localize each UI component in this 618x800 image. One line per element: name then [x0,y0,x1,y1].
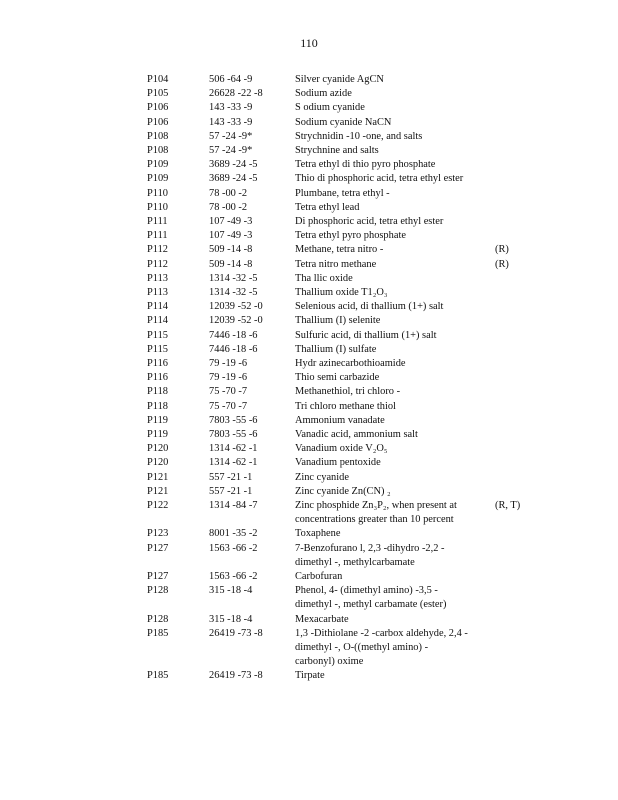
substance-name [295,201,359,215]
table-row [147,613,537,627]
substance-name [295,87,352,101]
cas-number: 1314 -32 -5 [209,287,258,298]
cas-number: 7446 -18 -6 [209,343,258,355]
waste-code: P108 [147,145,169,156]
cas-number: 315 -18 -4 [209,613,253,625]
waste-code: P121 [147,471,169,483]
substance-name [295,101,365,115]
substance-name-line: Strychnine and salts [295,145,379,156]
substance-name [295,400,396,414]
table-row [147,144,537,158]
table-row [147,471,537,485]
substance-name-line: Hydr azinecarbothioamide [295,358,406,369]
substance-name [295,73,384,87]
table-row [147,258,537,272]
table-row [147,172,537,186]
substance-name [295,116,391,130]
substance-name-line: carbonyl) oxime [295,656,364,668]
substance-name [295,300,443,314]
waste-code: P112 [147,244,168,256]
substance-name-line: Thallium (I) selenite [295,315,381,327]
table-row [147,201,537,215]
substance-name [295,442,387,456]
substance-name [295,158,435,172]
waste-code: P113 [147,272,168,284]
cas-number: 3689 -24 -5 [209,159,258,171]
substance-name [295,414,385,428]
substance-name [295,144,379,158]
substance-name [295,371,379,385]
substance-name [295,343,376,357]
cas-number: 1314 -84 -7 [209,500,258,511]
substance-name-line: 7-Benzofurano l, 2,3 -dihydro -2,2 - [295,542,445,554]
substance-name [295,215,443,229]
substance-name [295,272,353,286]
waste-code: P119 [147,429,168,440]
cas-number: 506 -64 -9 [209,74,253,85]
cas-number: 143 -33 -9 [209,116,253,128]
cas-number: 1314 -32 -5 [209,272,258,284]
waste-code: P109 [147,173,169,185]
table-row [147,400,537,414]
substance-name-line: Di phosphoric acid, tetra ethyl ester [295,216,444,227]
cas-number: 7446 -18 -6 [209,329,258,341]
waste-code: P127 [147,571,169,582]
substance-name-line: dimethyl -, methylcarbamate [295,556,415,568]
waste-code: P108 [147,130,169,142]
substance-name-line: Plumbane, tetra ethyl - [295,187,390,199]
cas-number: 143 -33 -9 [209,102,253,114]
substance-name-line: dimethyl -, O-((methyl amino) - [295,641,429,653]
waste-code: P109 [147,159,169,171]
waste-code: P120 [147,443,169,455]
cas-number: 557 -21 -1 [209,485,253,497]
table-row [147,343,537,357]
substance-name-line: concentrations greater than 10 percent [295,514,454,526]
cas-number: 57 -24 -9* [209,145,253,156]
cas-number: 26628 -22 -8 [209,88,263,100]
waste-code: P122 [147,500,169,511]
substance-name [295,286,387,300]
waste-code: P105 [147,88,169,100]
cas-number: 107 -49 -3 [209,230,253,242]
substance-name-line: Strychnidin -10 -one, and salts [295,130,423,142]
substance-name [295,627,468,670]
substance-name-line: Tetra ethyl pyro phosphate [295,230,406,242]
substance-name-line: S odium cyanide [295,102,365,114]
substance-name-line: dimethyl -, methyl carbamate (ester) [295,599,447,611]
substance-name [295,456,381,470]
substance-name [295,258,376,272]
waste-code: P128 [147,585,169,597]
cas-number: 3689 -24 -5 [209,173,258,185]
waste-code: P104 [147,74,169,85]
table-row [147,456,537,470]
substance-name [295,542,444,570]
substance-name-line: Thallium (I) sulfate [295,343,377,355]
substance-name-line: Sodium cyanide NaCN [295,116,392,128]
substance-name [295,428,418,442]
substance-name-line: Tetra ethyl lead [295,201,360,213]
substance-name [295,527,340,541]
waste-code: P120 [147,457,169,469]
cas-number: 557 -21 -1 [209,471,253,483]
substance-name-line: Toxaphene [295,528,341,540]
table-row [147,527,537,541]
substance-name [295,385,400,399]
cas-number: 78 -00 -2 [209,201,248,213]
table-row [147,499,537,527]
substance-name-line: Ammonium vanadate [295,414,385,426]
waste-code: P111 [147,216,168,227]
waste-code: P114 [147,301,168,313]
substance-name [295,187,390,201]
cas-number: 75 -70 -7 [209,400,248,412]
substance-name-line: Thallium oxide T1₂O₃ [295,287,388,298]
substance-name-line: Zinc phosphide Zn₃P₂, when present at [295,500,457,511]
page-number: 110 [300,36,318,50]
table-row [147,243,537,257]
waste-code: P123 [147,528,169,540]
table-row [147,485,537,499]
cas-number: 1563 -66 -2 [209,571,258,582]
substance-name [295,243,383,257]
substance-name-line: Carbofuran [295,571,343,582]
cas-number: 509 -14 -8 [209,244,253,256]
table-row [147,229,537,243]
waste-code: P128 [147,613,169,625]
table-row [147,130,537,144]
waste-code: P112 [147,258,168,270]
cas-number: 1314 -62 -1 [209,443,258,455]
cas-number: 78 -00 -2 [209,187,248,199]
table-row [147,627,537,670]
cas-number: 7803 -55 -6 [209,414,258,426]
cas-number: 26419 -73 -8 [209,627,263,639]
table-row [147,584,537,612]
cas-number: 7803 -55 -6 [209,429,258,440]
substance-name-line: Zinc cyanide [295,471,349,483]
substance-name [295,329,437,343]
substance-name-line: Thio semi carbazide [295,372,380,384]
waste-code: P118 [147,386,168,398]
waste-code: P115 [147,343,168,355]
substance-name-line: Sulfuric acid, di thallium (1+) salt [295,329,437,341]
substance-name-line: Vanadium pentoxide [295,457,381,469]
table-row [147,187,537,201]
cas-number: 79 -19 -6 [209,358,248,369]
cas-number: 509 -14 -8 [209,258,253,270]
waste-code: P121 [147,485,169,497]
table-row [147,272,537,286]
substance-name-line: Tri chloro methane thiol [295,400,396,412]
substance-name [295,485,391,499]
table-row [147,371,537,385]
substance-name [295,357,406,371]
table-row [147,314,537,328]
substance-name-line: Zinc cyanide Zn(CN) ₂ [295,485,391,497]
substance-name [295,471,349,485]
substance-name [295,172,463,186]
cas-number: 79 -19 -6 [209,372,248,384]
table-row [147,442,537,456]
table-row [147,73,537,87]
hazard-flag: (R) [495,258,509,270]
substance-name [295,314,380,328]
cas-number: 57 -24 -9* [209,130,253,142]
substance-name-line: Silver cyanide AgCN [295,74,384,85]
substance-name [295,613,349,627]
table-row [147,158,537,172]
substance-name-line: Selenious acid, di thallium (1+) salt [295,301,444,313]
substance-name-line: Tirpate [295,670,325,682]
substance-name-line: Sodium azide [295,88,352,100]
waste-code: P113 [147,287,168,298]
waste-code: P116 [147,358,168,369]
table-row [147,101,537,115]
substance-name-line: Tha llic oxide [295,272,353,284]
table-row [147,300,537,314]
table-row [147,87,537,101]
table-row [147,542,537,570]
table-row [147,428,537,442]
hazard-flag: (R, T) [495,500,521,511]
table-row [147,357,537,371]
waste-code: P106 [147,102,169,114]
substance-name-line: Methanethiol, tri chloro - [295,386,401,398]
table-row [147,116,537,130]
table-row [147,329,537,343]
substance-name-line: Methane, tetra nitro - [295,244,384,256]
substance-name-line: Tetra nitro methane [295,258,377,270]
waste-code: P111 [147,230,168,242]
waste-code: P118 [147,400,168,412]
substance-name-line: Mexacarbate [295,613,349,625]
table-row [147,414,537,428]
substance-name [295,499,457,527]
table-row [147,669,537,683]
waste-code: P115 [147,329,168,341]
substance-name-line: Thio di phosphoric acid, tetra ethyl ester [295,173,464,185]
waste-code: P106 [147,116,169,128]
substance-name-line: Tetra ethyl di thio pyro phosphate [295,159,436,171]
waste-code: P114 [147,315,168,327]
waste-code: P127 [147,542,169,554]
substance-name-line: Vanadic acid, ammonium salt [295,429,418,440]
hazard-flag: (R) [495,244,509,256]
cas-number: 107 -49 -3 [209,216,253,227]
waste-code: P185 [147,670,169,682]
substance-name [295,229,406,243]
table-row [147,215,537,229]
cas-number: 12039 -52 -0 [209,301,263,313]
table-row [147,286,537,300]
waste-code: P110 [147,187,168,199]
cas-number: 315 -18 -4 [209,585,253,597]
table-row [147,570,537,584]
substance-name-line: Phenol, 4- (dimethyl amino) -3,5 - [295,585,438,597]
cas-number: 26419 -73 -8 [209,670,263,682]
cas-number: 75 -70 -7 [209,386,248,398]
cas-number: 8001 -35 -2 [209,528,258,540]
waste-code: P119 [147,414,168,426]
waste-code: P185 [147,627,169,639]
substance-name [295,669,325,683]
substance-name [295,584,446,612]
waste-code: P116 [147,372,168,384]
substance-name-line: Vanadium oxide V₂O₅ [295,443,388,455]
table-row [147,385,537,399]
substance-name [295,570,342,584]
cas-number: 12039 -52 -0 [209,315,263,327]
substance-name-line: 1,3 -Dithiolane -2 -carbox aldehyde, 2,4 - [295,627,468,639]
cas-number: 1314 -62 -1 [209,457,258,469]
substance-name [295,130,422,144]
waste-code: P110 [147,201,168,213]
cas-number: 1563 -66 -2 [209,542,258,554]
